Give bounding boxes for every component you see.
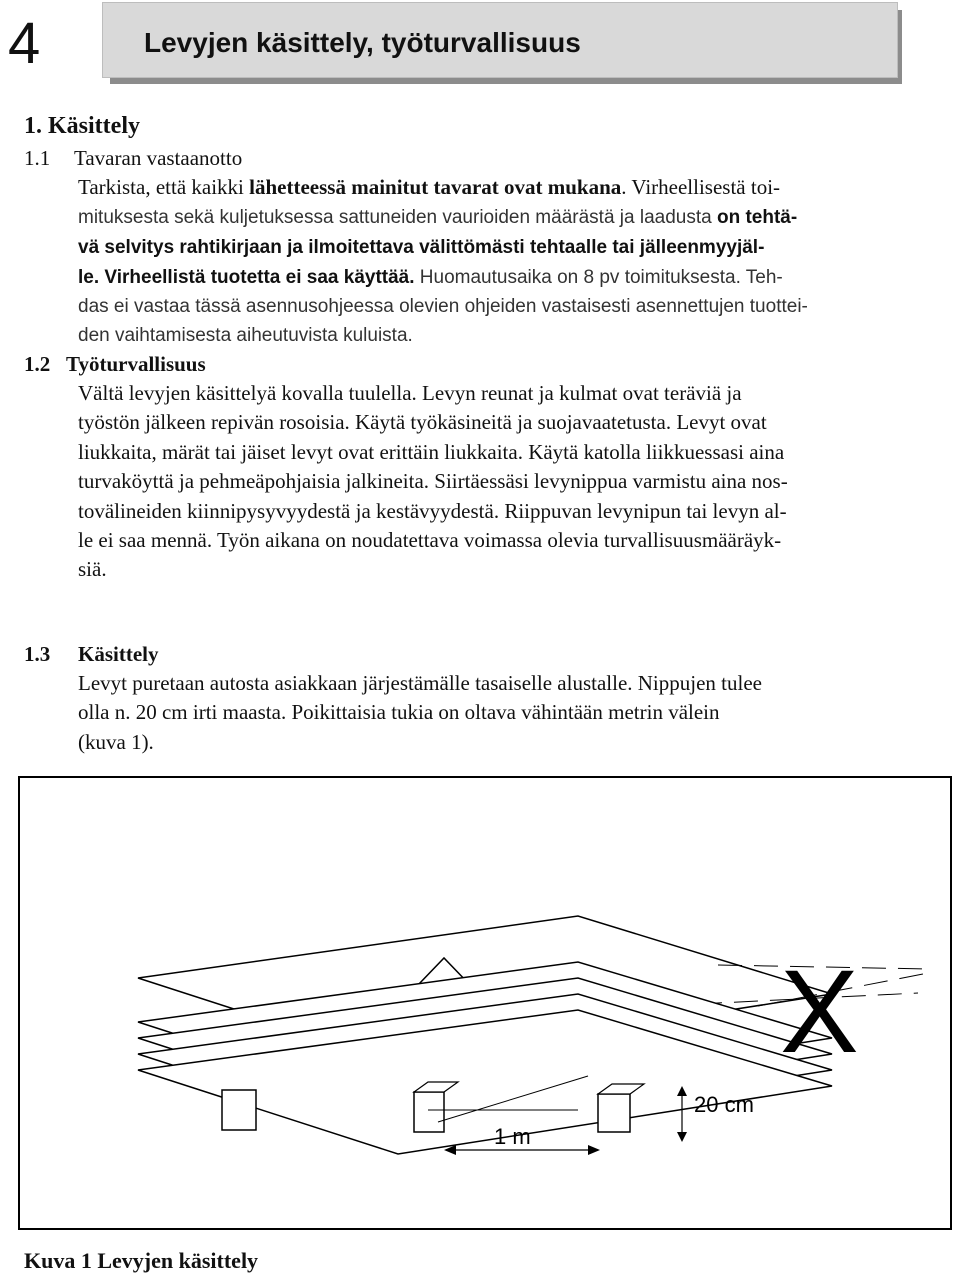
- text-line: työstön jälkeen repivän rosoisia. Käytä työkäsineitä ja suojavaatetusta. Levyt ovat: [78, 410, 767, 435]
- subsection-title: Käsittely: [78, 642, 159, 666]
- text-line: mituksesta sekä kuljetuksessa sattuneiden vaurioiden määrästä ja laadusta on tehtä-: [78, 207, 798, 228]
- mark-x: X: [780, 946, 859, 1078]
- subsection-number: 1.3: [24, 642, 51, 666]
- subsection-number: 1.2: [24, 352, 51, 376]
- paragraph-1-3: [78, 669, 948, 757]
- chapter-number: 4: [8, 11, 41, 76]
- label-20cm: 20 cm: [694, 1092, 754, 1117]
- text-line: das ei vastaa tässä asennusohjeessa olevien ohjeiden vastaisesti asennettujen tuottei-: [78, 296, 808, 317]
- paragraph-1-1: [78, 173, 948, 350]
- subsection-number: 1.1: [24, 146, 51, 170]
- text-line: tovälineiden kiinnipysyvyydestä ja kestävyydestä. Riippuvan levynipun tai levyn al-: [78, 498, 787, 523]
- text-line: Levyt puretaan autosta asiakkaan järjestämälle tasaiselle alustalle. Nippujen tulee: [78, 671, 762, 695]
- chapter-title: Levyjen käsittely, työturvallisuus: [144, 27, 581, 58]
- support-block: [222, 1090, 256, 1130]
- figure-board-handling: [18, 776, 952, 1230]
- text-line: le ei saa mennä. Työn aikana on noudatettava voimassa olevia turvallisuusmääräyk-: [78, 528, 782, 553]
- text-line: turvaköyttä ja pehmeäpohjaisia jalkineita. Siirtäessäsi levynippua varmistu aina nos-: [78, 469, 788, 494]
- subsection-heading-1-3: [24, 641, 158, 667]
- text-line: le. Virheellistä tuotetta ei saa käyttää. Huomautusaika on 8 pv toimituksesta. Teh-: [78, 267, 783, 288]
- paragraph-1-2: [78, 379, 948, 585]
- text-line: (kuva 1).: [78, 729, 154, 754]
- text-line: den vaihtamisesta aiheutuvista kuluista.: [78, 325, 413, 346]
- subsection-heading-1-1: [24, 145, 242, 171]
- figure-caption: Kuva 1 Levyjen käsittely: [24, 1248, 259, 1273]
- section-heading: 1. Käsittely: [24, 113, 140, 139]
- support-block: [414, 1092, 444, 1132]
- subsection-title: Työturvallisuus: [66, 352, 206, 376]
- text-line: Tarkista, että kaikki lähetteessä mainitut tavarat ovat mukana. Virheellisestä toi-: [78, 175, 781, 199]
- text-line: olla n. 20 cm irti maasta. Poikittaisia tukia on oltava vähintään metrin välein: [78, 700, 720, 725]
- text-line: vä selvitys rahtikirjaan ja ilmoitettava välittömästi tehtaalle tai jälleenmyyjäl-: [78, 237, 765, 258]
- text-line: Vältä levyjen käsittelyä kovalla tuulella. Levyn reunat ja kulmat ovat teräviä ja: [78, 381, 742, 405]
- text-line: siä.: [78, 557, 107, 582]
- subsection-title: Tavaran vastaanotto: [74, 146, 243, 170]
- text-line: liukkaita, märät tai jäiset levyt ovat erittäin liukkaita. Käytä katolla liikkuessasi aina: [78, 439, 785, 464]
- support-block: [598, 1094, 630, 1132]
- label-1m: 1 m: [494, 1124, 531, 1149]
- subsection-heading-1-2: [24, 351, 206, 377]
